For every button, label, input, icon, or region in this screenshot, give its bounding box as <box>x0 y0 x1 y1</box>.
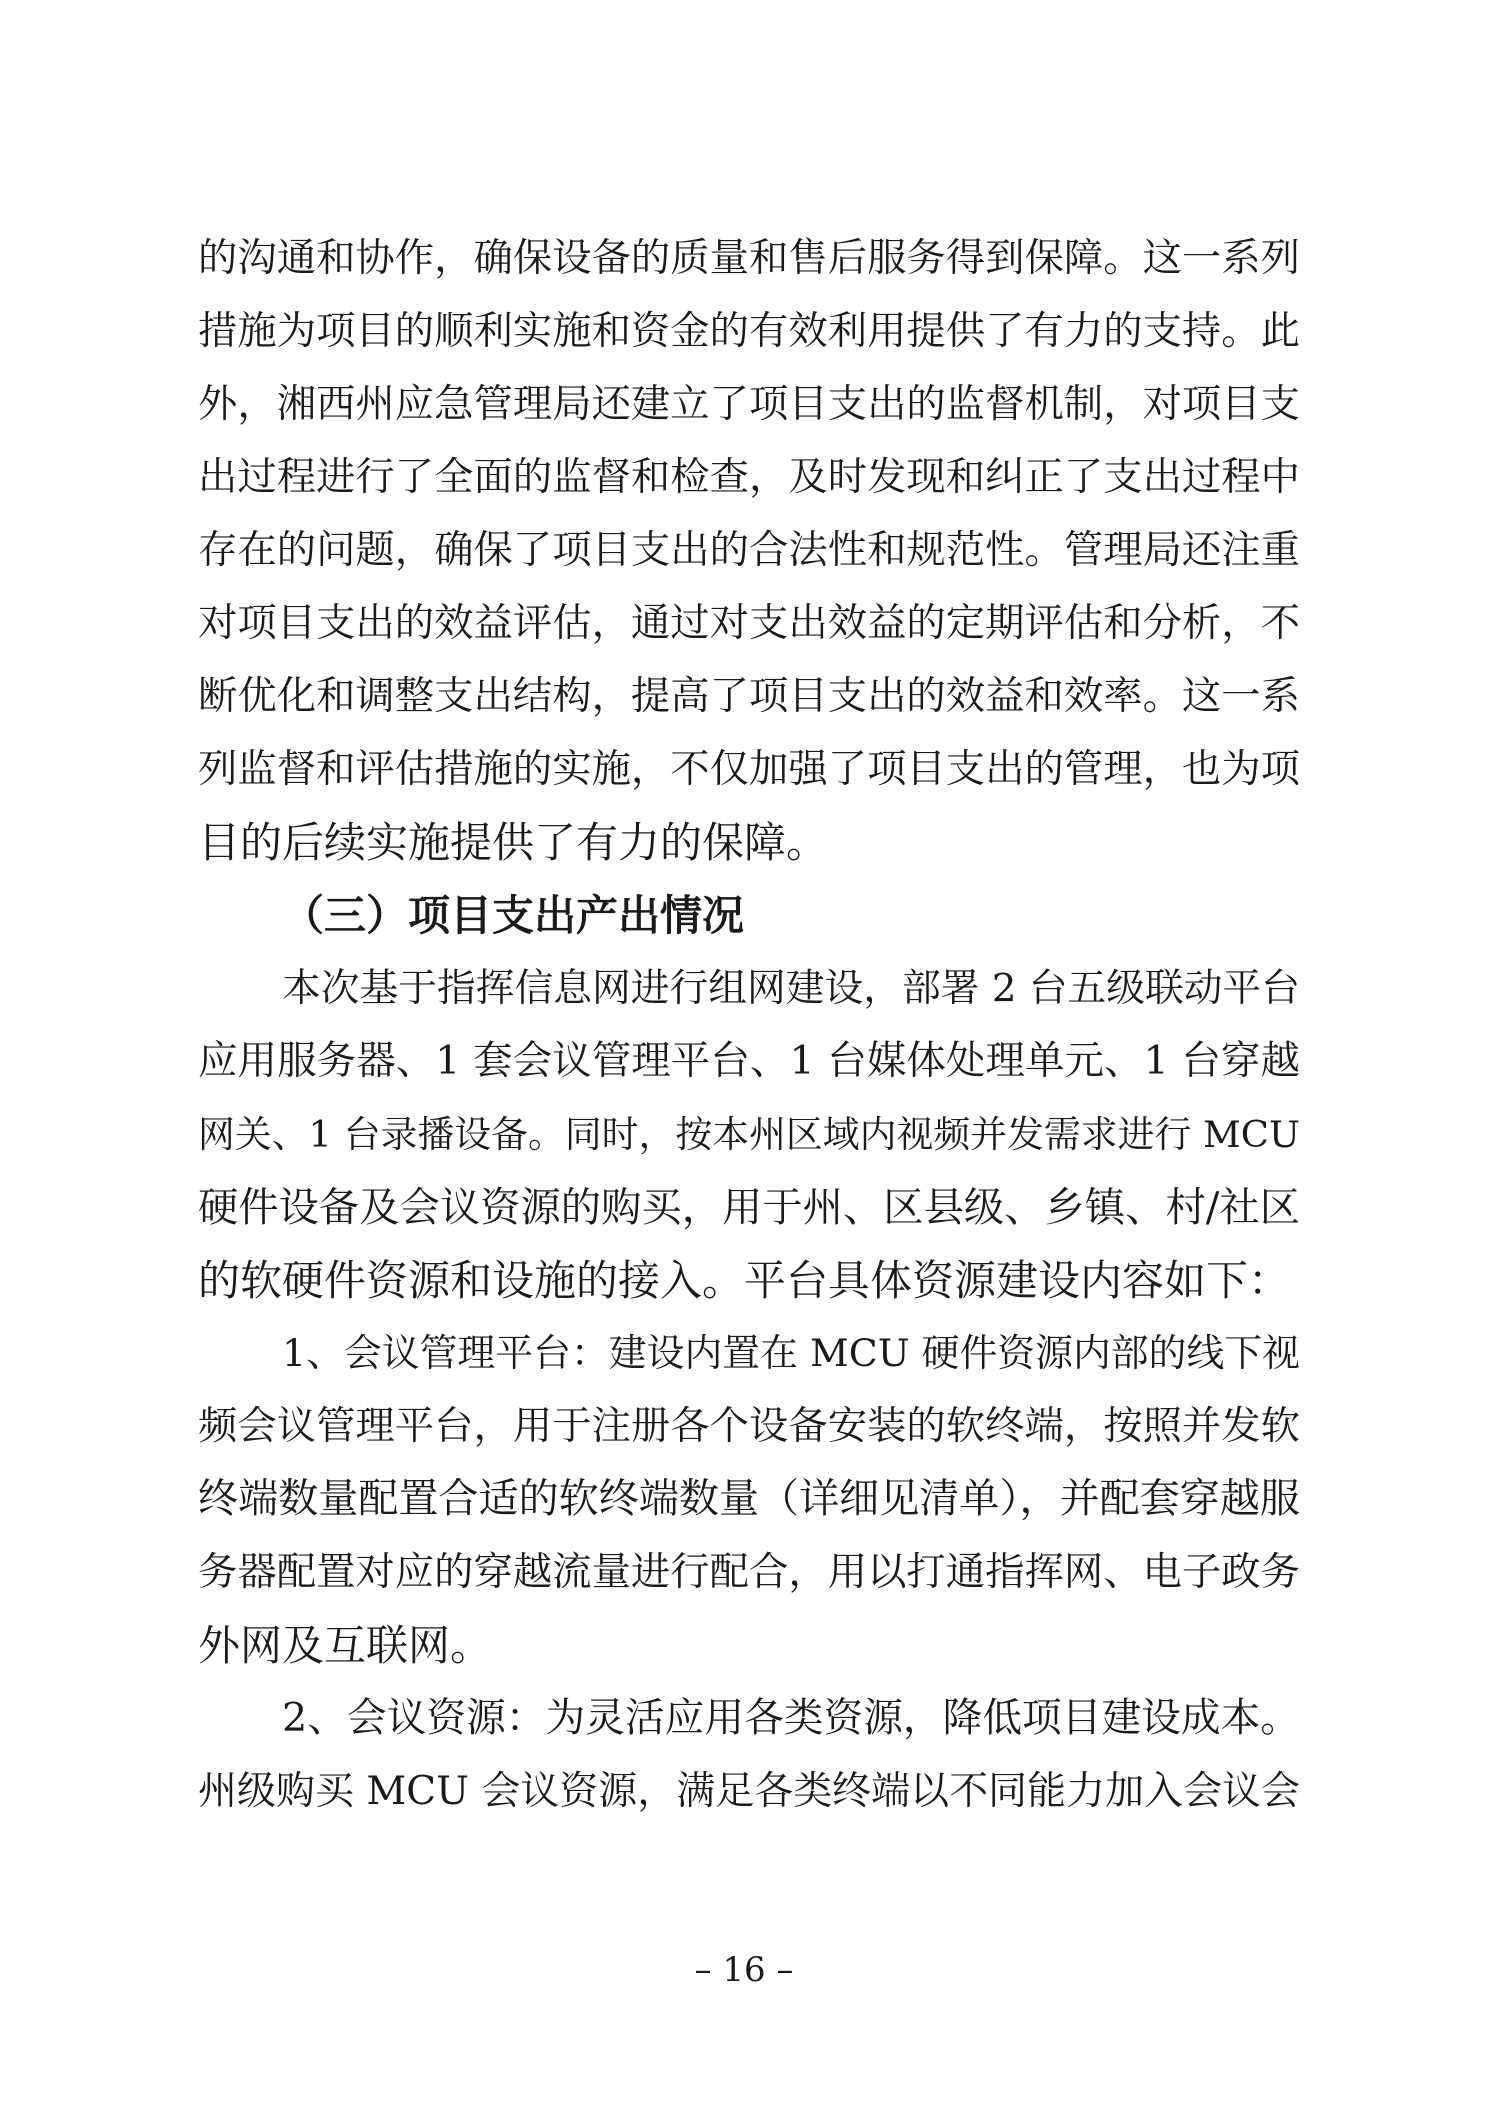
text-line: 外网及互联网。 <box>198 1621 493 1670</box>
text-line: 终端数量配置合适的软终端数量（详细见清单），并配套穿越服 <box>198 1476 1300 1522</box>
text-line: 列监督和评估措施的实施，不仅加强了项目支出的管理，也为项 <box>198 746 1300 792</box>
text-line: 目的后续实施提供了有力的保障。 <box>198 818 829 867</box>
text-line: 的软硬件资源和设施的接入。平台具体资源建设内容如下： <box>198 1256 1291 1305</box>
text-line: 2、会议资源：为灵活应用各类资源，降低项目建设成本。 <box>282 1695 1300 1741</box>
text-line: 州级购买 MCU 会议资源，满足各类终端以不同能力加入会议会 <box>198 1769 1300 1814</box>
text-line: 的沟通和协作，确保设备的质量和售后服务得到保障。这一系列 <box>198 235 1300 281</box>
text-line: 硬件设备及会议资源的购买，用于州、区县级、乡镇、村/社区 <box>198 1184 1300 1231</box>
text-line: 1、会议管理平台：建设内置在 MCU 硬件资源内部的线下视 <box>282 1331 1300 1375</box>
text-line: 存在的问题，确保了项目支出的合法性和规范性。管理局还注重 <box>198 527 1300 573</box>
text-line: 出过程进行了全面的监督和检查，及时发现和纠正了支出过程中 <box>198 454 1300 500</box>
text-line: 断优化和调整支出结构，提高了项目支出的效益和效率。这一系 <box>198 673 1300 719</box>
body-text <box>198 222 1300 1828</box>
text-line: 频会议管理平台，用于注册各个设备安装的软终端，按照并发软 <box>198 1403 1300 1449</box>
text-line: 务器配置对应的穿越流量进行配合，用以打通指挥网、电子政务 <box>198 1549 1300 1595</box>
text-line: 网关、1 台录播设备。同时，按本州区域内视频并发需求进行 MCU <box>198 1113 1300 1156</box>
page-number: – 16 – <box>694 1950 794 1990</box>
text-line: 对项目支出的效益评估，通过对支出效益的定期评估和分析，不 <box>198 600 1300 646</box>
text-line: 应用服务器、1 套会议管理平台、1 台媒体处理单元、1 台穿越 <box>198 1038 1300 1084</box>
section-heading: （三）项目支出产出情况 <box>282 891 745 940</box>
text-line: 本次基于指挥信息网进行组网建设，部署 2 台五级联动平台 <box>282 966 1301 1011</box>
text-line: 外，湘西州应急管理局还建立了项目支出的监督机制，对项目支 <box>198 381 1300 427</box>
text-line: 措施为项目的顺利实施和资金的有效利用提供了有力的支持。此 <box>198 308 1300 354</box>
